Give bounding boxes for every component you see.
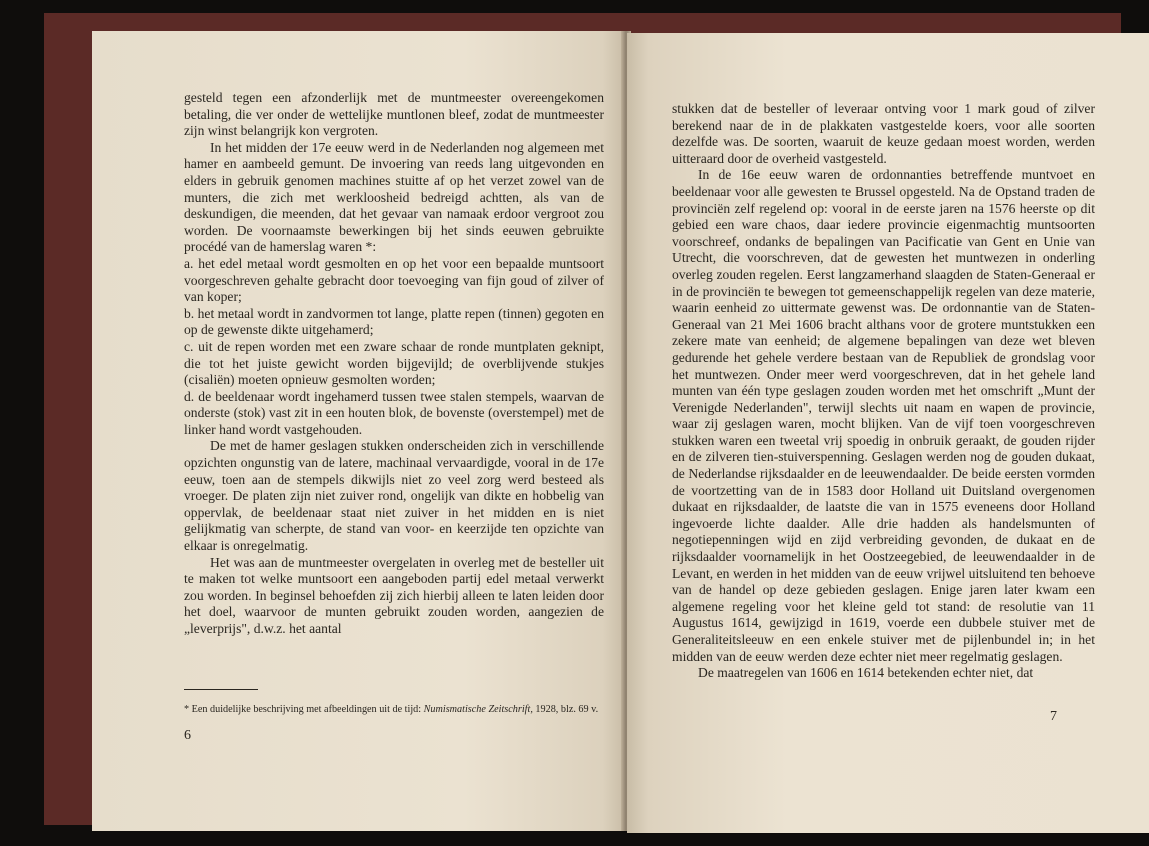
paragraph: Het was aan de muntmeester overgelaten in overleg met de besteller uit te maken tot welke muntsoort een aangeboden partij edel metaal verwerkt zou worden. In beginsel behoefden zij zich hierbij alleen te laten leiden door het doel, waarvoor de munten gebruikt zouden worden, aangezien de „leverprijs", d.w.z. het aantal [184, 554, 604, 636]
paragraph: In het midden der 17e eeuw werd in de Nederlanden nog algemeen met hamer en aambeeld gemunt. De invoering van reeds lang uitgevonden en elders in gebruik genomen machines stuitte af op het verzet zowel van de munters, die zich met werkloosheid bedreigd achtten, als van de deskundigen, die meenden, dat het gevaar van namaak erdoor vergroot zou worden. De voornaamste bewerkingen bij het sinds eeuwen gebruikte procédé van de hamerslag waren *: [184, 139, 604, 255]
footnote-reference: Numismatische Zeitschrift, [423, 704, 533, 715]
paragraph: d. de beeldenaar wordt ingehamerd tussen twee stalen stempels, waarvan de onderste (stok) vast zit in een houten blok, de bovenste (overstempel) met de linker hand wordt vastgehouden. [184, 388, 604, 437]
paragraph: gesteld tegen een afzonderlijk met de muntmeester overeengekomen betaling, die ver onder de wettelijke muntlonen bleef, zodat de muntmeester zijn winst belangrijk kon vergroten. [184, 90, 604, 139]
footnote-tail: 1928, blz. 69 v. [532, 704, 599, 715]
page-number-right: 7 [1050, 709, 1057, 724]
paragraph: In de 16e eeuw waren de ordonnanties betreffende muntvoet en beeldenaar voor alle gewesten te Brussel opgesteld. Na de Opstand traden de provinciën zelf regelend op: vooral in de eerste jaren na 1576 heerste op dit gebied een ware chaos, daar iedere provincie eigenmachtig muntsoorten voorschreef, ondanks de bepalingen van Pacificatie van Gent en Unie van Utrecht, die voorschreven, dat de gewesten het muntwezen in onderling overleg zouden regelen. Eerst langzamerhand slaagden de Staten-Generaal er in de provinciën te bewegen tot gemeenschappelijk regelen van deze materie, waarin eenheid zo uittermate gewenst was. De ordonnantie van de Staten-Generaal van 21 Mei 1606 bracht althans voor de grotere muntstukken een zekere mate van eenheid; de algemene bepalingen van deze wet bleven gedurende het gehele verdere bestaan van de Republiek de grondslag voor het muntwezen. Onder meer werd voorgeschreven, dat in het gehele land munten van één type geslagen zouden worden met het omschrift „Munt der Verenigde Nederlanden", terwijl slechts uit naam en wapen de provincie, waar zij geslagen waren, mocht blijken. Van de vijf toen voorgeschreven stukken waren een tweetal vrij spoedig in onbruik geraakt, de gouden rijder en de zilveren tien-stuiverspenning. Geslagen werden nog de gouden dukaat, de Nederlandse rijksdaalder en de leeuwendaalder. De beide eersten vormden de voortzetting van de in 1583 door Holland uit Duitsland overgenomen dukaat en rijksdaalder, de laatste die van in 1575 eveneens door Holland ingevoerde lichte daalder. Alle drie hadden als handelsmunten of negotiepenningen wijd en zijd verbreiding gevonden, de dukaat en de rijksdaalder voornamelijk in het Oostzeegebied, de leeuwendaalder in de Levant, en werden in het midden van de eeuw vrijwel uitsluitend ten behoeve van de handel op deze gebieden geslagen. Enige jaren later kwam een algemene regeling voor het kleine geld tot stand: de resolutie van 11 Augustus 1614, gewijzigd in 1619, voerde een dubbele stuiver met de Generaliteitsleeuw en een enkele stuiver met de pijlenbundel in; in het midden van de eeuw werden deze echter niet meer regelmatig geslagen. [672, 167, 1095, 664]
footnote-rule [184, 689, 258, 690]
paragraph: De met de hamer geslagen stukken onderscheiden zich in verschillende opzichten ongunstig van de latere, machinaal vervaardigde, vooral in de 17e eeuw, toen aan de stempels dikwijls niet zo veel zorg werd besteed als vroeger. De platen zijn niet zuiver rond, ongelijk van dikte en hobbelig van oppervlak, de beeldenaar staat niet zuiver in het midden en is niet gelijkmatig van scherpte, de stand van voor- en keerzijde ten opzichte van elkaar is onregelmatig. [184, 438, 604, 554]
paragraph: c. uit de repen worden met een zware schaar de ronde muntplaten geknipt, die tot het juiste gewicht worden bijgevijld; de overblijvende stukjes (cisaliën) moeten opnieuw gesmolten worden; [184, 338, 604, 388]
page-number-left: 6 [184, 728, 191, 743]
paragraph: stukken dat de besteller of leveraar ontving voor 1 mark goud of zilver berekend naar de in de plakkaten vastgestelde koers, voor alle soorten dezelfde was. De soorten, waaruit de keuze gedaan moest worden, werden uitteraard door de overheid vastgesteld. [672, 101, 1095, 166]
paragraph: b. het metaal wordt in zandvormen tot lange, platte repen (tinnen) gegoten en op de gewenste dikte uitgehamerd; [184, 305, 604, 338]
paragraph: a. het edel metaal wordt gesmolten en op het voor een bepaalde muntsoort voorgeschreven gehalte gebracht door toevoeging van fijn goud of zilver of van koper; [184, 255, 604, 305]
left-page-body [184, 90, 604, 638]
right-page [627, 33, 1149, 833]
paragraph: De maatregelen van 1606 en 1614 betekenden echter niet, dat [698, 665, 1034, 681]
footnote-text: * Een duidelijke beschrijving met afbeeldingen uit de tijd: [184, 704, 424, 715]
left-page [92, 31, 624, 831]
right-page-body [672, 101, 1095, 682]
footnote [184, 703, 604, 717]
book-spread [44, 13, 1121, 825]
